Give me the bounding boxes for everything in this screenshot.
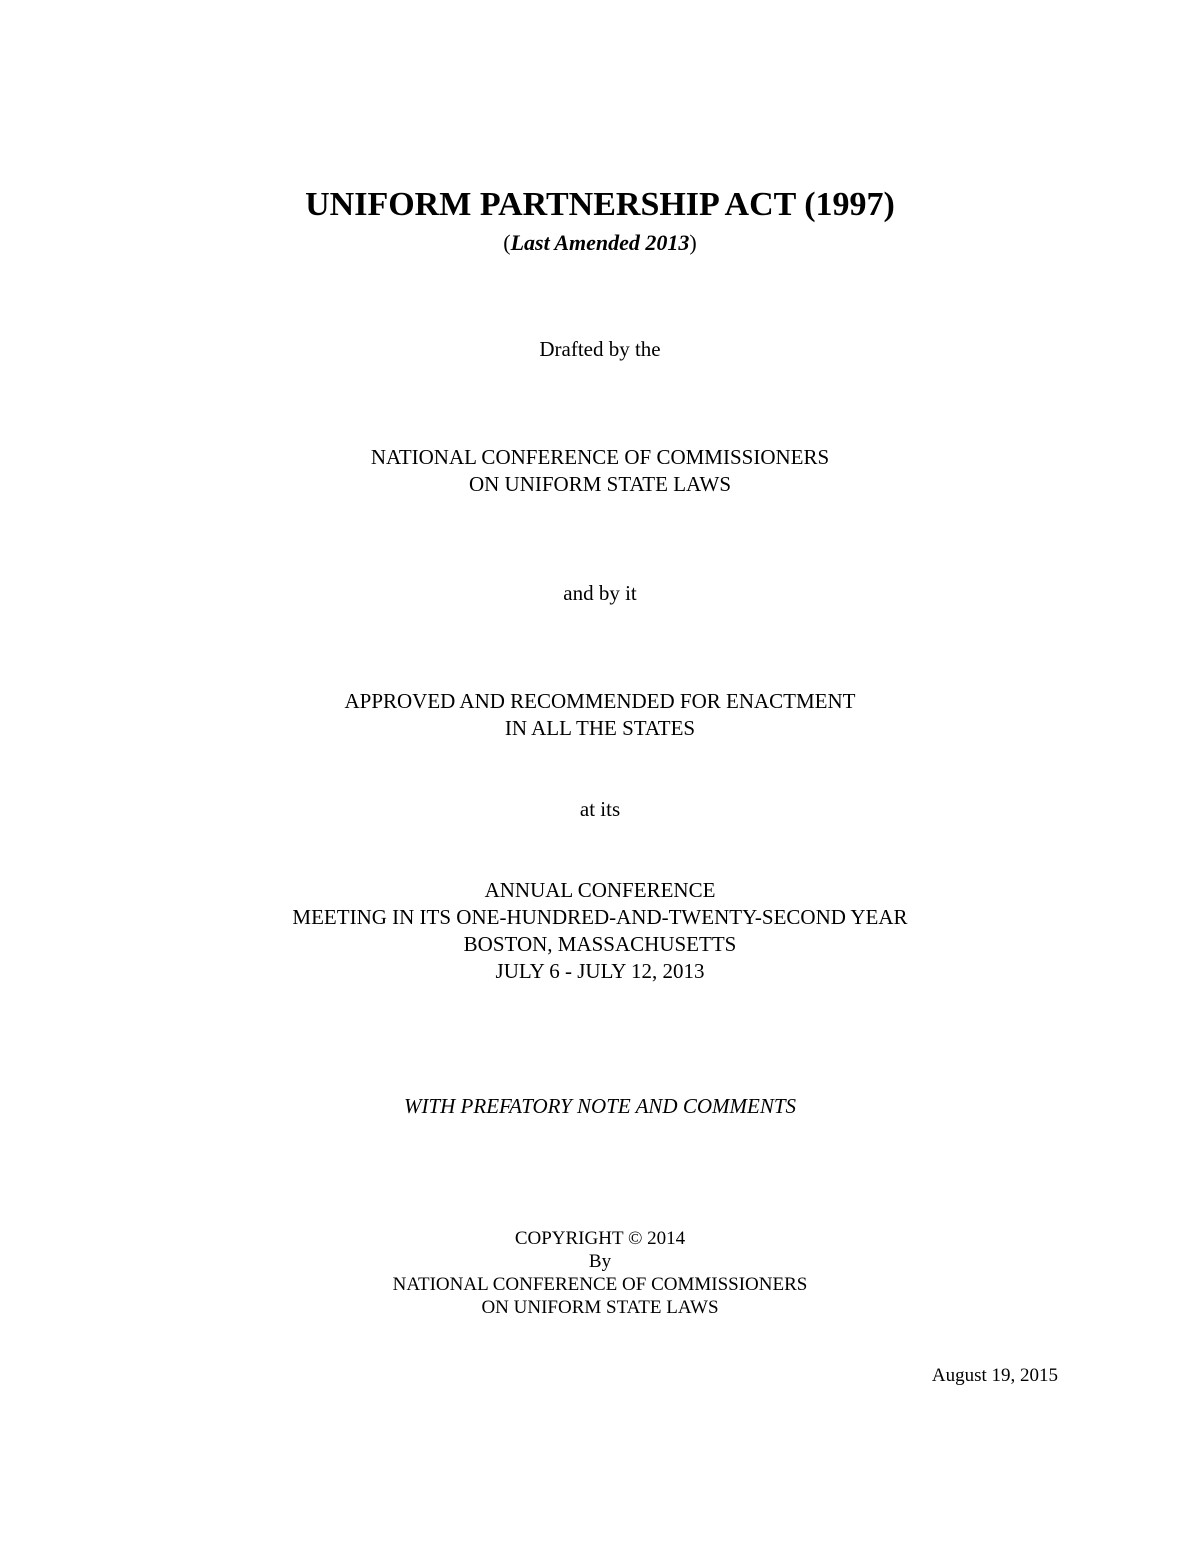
at-its-line: at its	[579, 797, 621, 821]
copyright-by-line: By	[588, 1251, 612, 1272]
approval-line-1: APPROVED AND RECOMMENDED FOR ENACTMENT	[344, 689, 856, 713]
document-title: UNIFORM PARTNERSHIP ACT (1997)	[305, 186, 895, 223]
document-date: August 19, 2015	[931, 1365, 1058, 1386]
meeting-line-1: ANNUAL CONFERENCE	[484, 878, 716, 902]
conference-line-1: NATIONAL CONFERENCE OF COMMISSIONERS	[370, 445, 830, 469]
subtitle-open-paren: (	[503, 230, 511, 255]
and-by-it-line: and by it	[563, 581, 637, 605]
copyright-holder-line-2: ON UNIFORM STATE LAWS	[481, 1297, 719, 1318]
prefatory-note-line: WITH PREFATORY NOTE AND COMMENTS	[403, 1094, 797, 1118]
meeting-line-2: MEETING IN ITS ONE-HUNDRED-AND-TWENTY-SECOND YEAR	[292, 905, 908, 929]
drafted-by-line: Drafted by the	[539, 337, 661, 361]
meeting-line-3: BOSTON, MASSACHUSETTS	[463, 932, 737, 956]
subtitle-close-paren: )	[689, 230, 697, 255]
meeting-line-4: JULY 6 - JULY 12, 2013	[495, 959, 705, 983]
approval-line-2: IN ALL THE STATES	[504, 716, 696, 740]
document-subtitle	[0, 229, 1200, 257]
copyright-holder-line-1: NATIONAL CONFERENCE OF COMMISSIONERS	[392, 1274, 808, 1295]
subtitle-last-amended: Last Amended 2013	[510, 230, 690, 255]
conference-line-2: ON UNIFORM STATE LAWS	[468, 472, 732, 496]
copyright-line: COPYRIGHT © 2014	[514, 1228, 686, 1249]
